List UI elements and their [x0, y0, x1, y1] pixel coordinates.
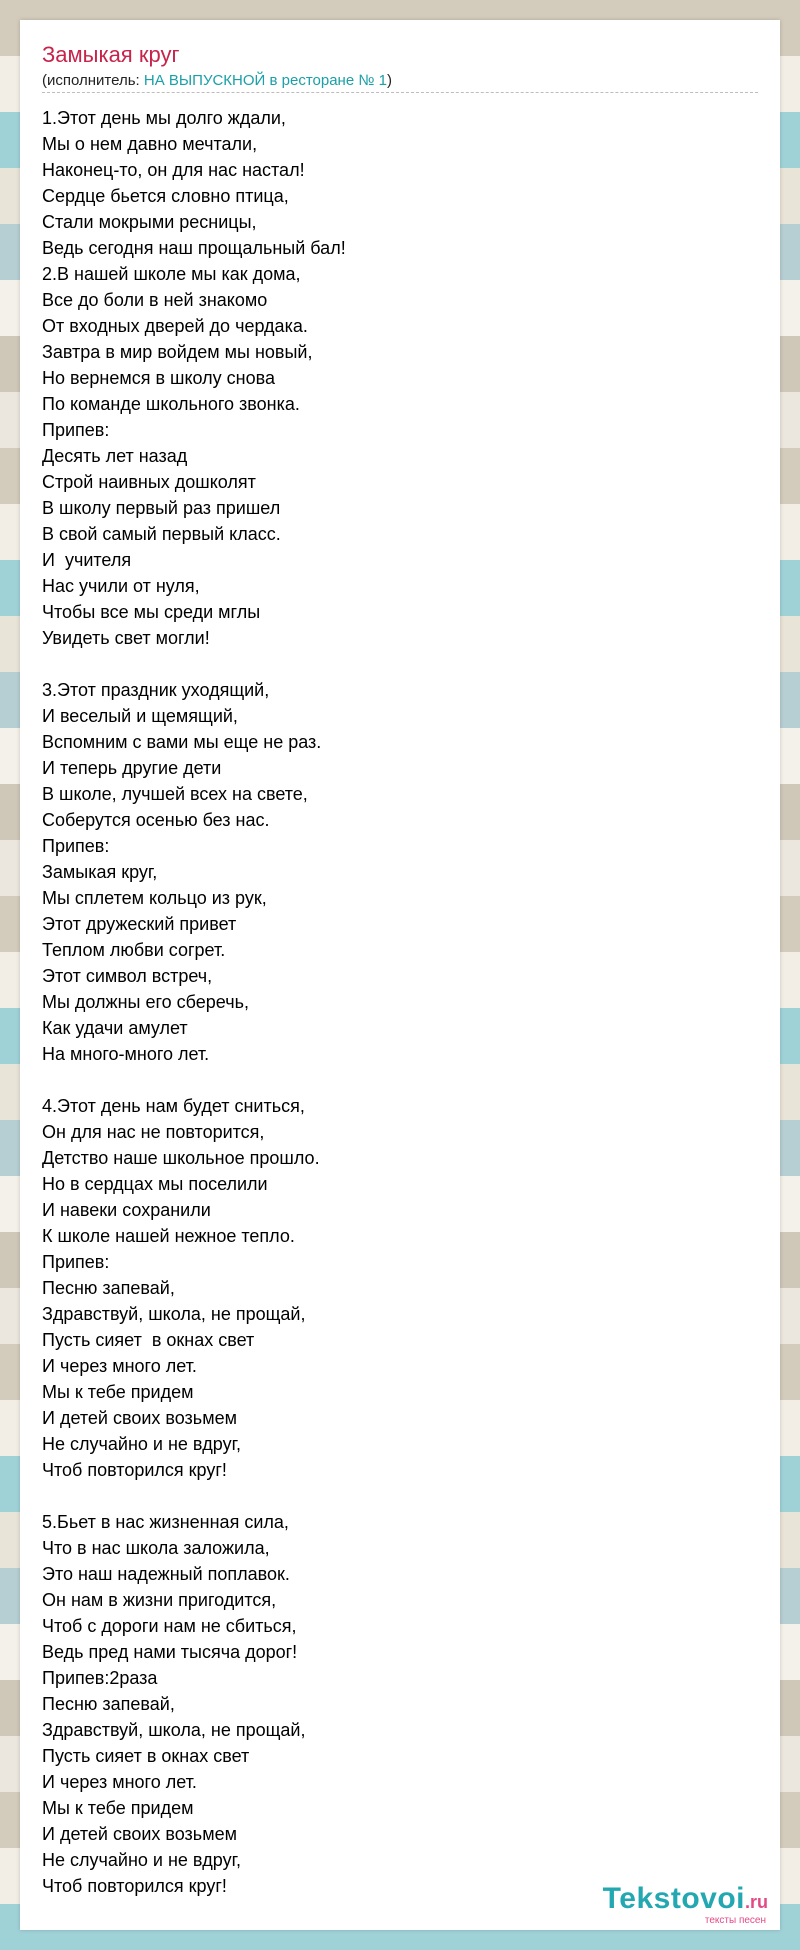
artist-link[interactable]: НА ВЫПУСКНОЙ в ресторане № 1	[143, 72, 387, 89]
header-divider	[42, 92, 758, 93]
lyrics-card	[20, 20, 780, 1930]
artist-line	[42, 72, 392, 89]
logo-tagline: тексты песен	[704, 1915, 766, 1926]
artist-prefix: (исполнитель:	[42, 72, 144, 89]
artist-suffix: )	[386, 72, 392, 89]
logo-tld: .ru	[744, 1892, 768, 1912]
logo-name: Tekstovoi	[602, 1882, 745, 1915]
song-title: Замыкая круг	[42, 42, 180, 67]
site-logo[interactable]	[603, 1884, 768, 1926]
lyrics-text: 1.Этот день мы долго ждали, Мы о нем давно мечтали, Наконец-то, он для нас настал! Сердце бьется словно птица, Стали мокрыми ресницы, Ведь сегодня наш прощальный бал! 2.В нашей школе мы как дома, Все до боли в ней знакомо От входных дверей до чердака. Завтра в мир войдем мы новый, Но вернемся в школу снова По команде школьного звонка. Припев: Десять лет назад Строй наивных дошколят В школу первый раз пришел В свой самый первый класс. И учителя Нас учили от нуля, Чтобы все мы среди мглы Увидеть свет могли! 3.Этот праздник уходящий, И веселый и щемящий, Вспомним с вами мы еще не раз. И теперь другие дети В школе, лучшей всех на свете, Соберутся осенью без нас. Припев: Замыкая круг, Мы сплетем кольцо из рук, Этот дружеский привет Теплом любви согрет. Этот символ встреч, Мы должны его сберечь, Как удачи амулет На много-много лет. 4.Этот день нам будет сниться, Он для нас не повторится, Детство наше школьное прошло. Но в сердцах мы поселили И навеки сохранили К школе нашей нежное тепло. Припев: Песню запевай, Здравствуй, школа, не прощай, Пусть сияет в окнах свет И через много лет. Мы к тебе придем И детей своих возьмем Не случайно и не вдруг, Чтоб повторился круг! 5.Бьет в нас жизненная сила, Что в нас школа заложила, Это наш надежный поплавок. Он нам в жизни пригодится, Чтоб с дороги нам не сбиться, Ведь пред нами тысяча дорог! Припев:2раза Песню запевай, Здравствуй, школа, не прощай, Пусть сияет в окнах свет И через много лет. Мы к тебе придем И детей своих возьмем Не случайно и не вдруг, Чтоб повторился круг!	[42, 108, 346, 1896]
